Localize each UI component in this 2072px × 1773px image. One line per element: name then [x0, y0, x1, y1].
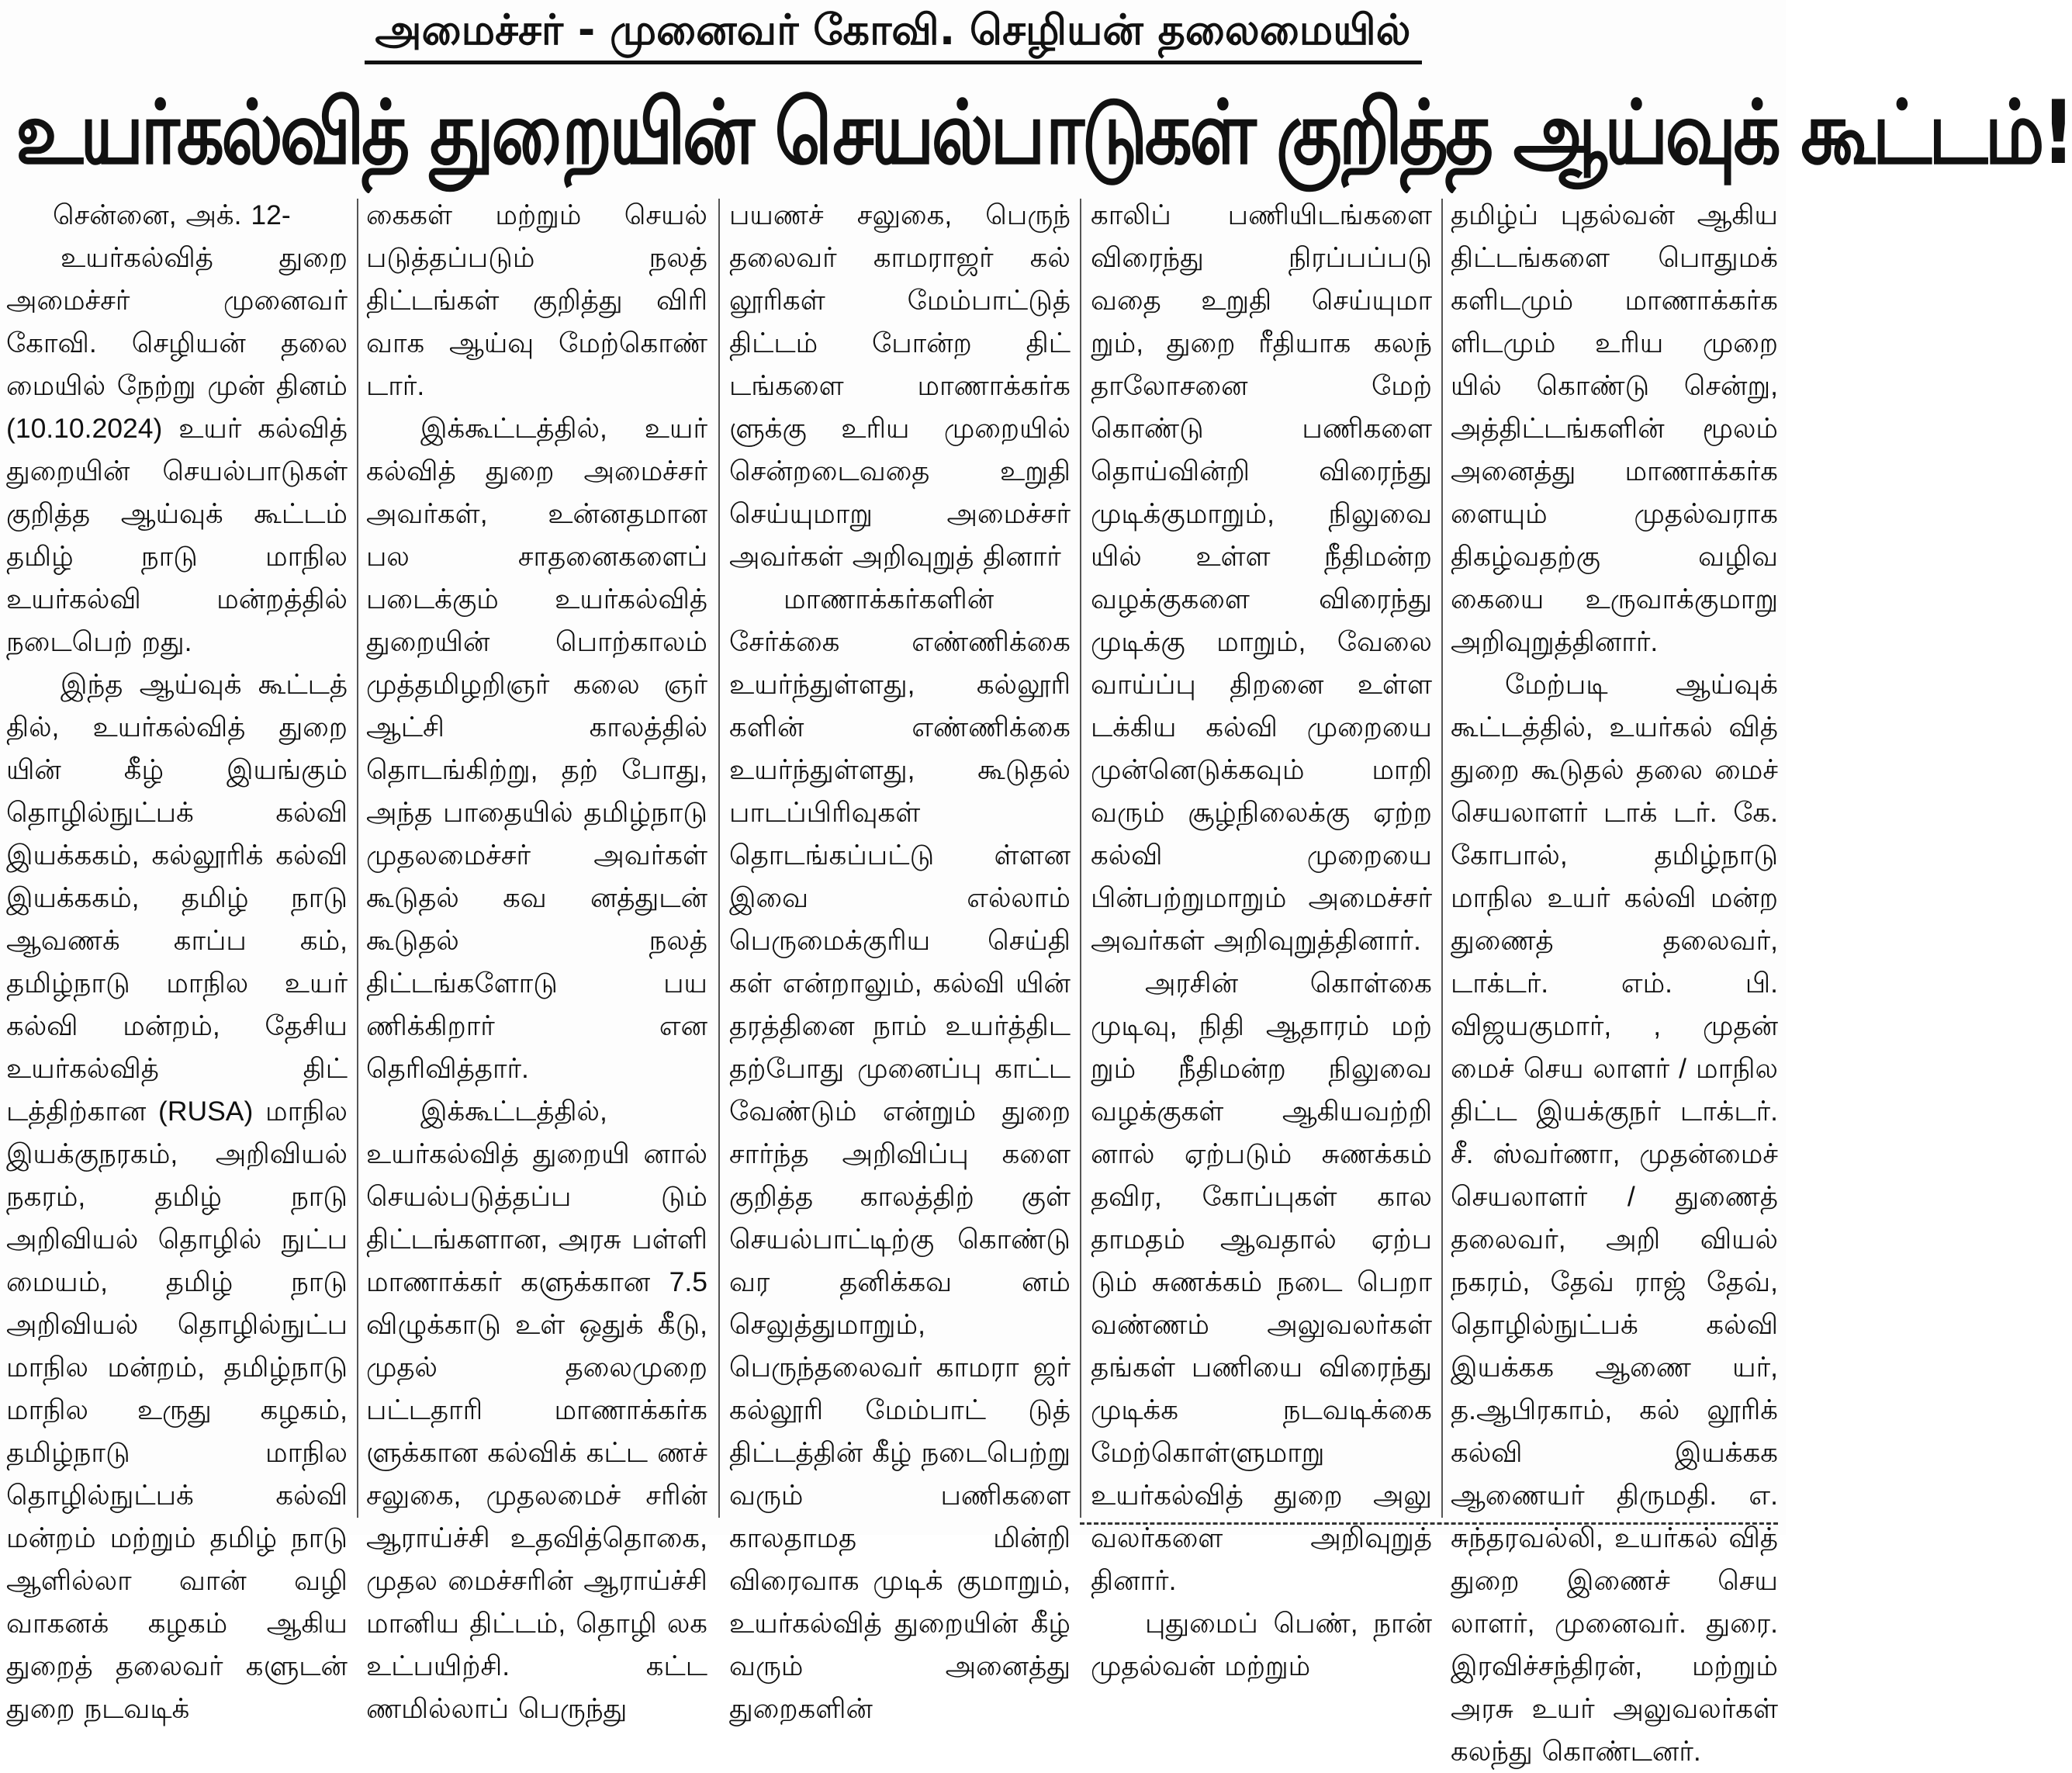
paragraph-continued: தமிழ்ப் புதல்வன் ஆகிய திட்டங்களை பொதுமக் களிடமும் மாணாக்கர்க ளிடமும் உரிய முறை யில் கொண்டு சென்று, அத்திட்டங்களின் மூலம் அனைத்து மாணாக்கர்க ளையும் முதல்வராக திகழ்வதற்கு வழிவ கையை உருவாக்குமாறு அறிவுறுத்தினார். — [1451, 199, 1778, 657]
paragraph-continued: பயணச் சலுகை, பெருந் தலைவர் காமராஜர் கல் லூரிகள் மேம்பாட்டுத் திட்டம் போன்ற திட் டங்களை மாணாக்கர்க ளுக்கு உரிய முறையில் சென்றடைவதை உறுதி செய்யுமாறு அமைச்சர் அவர்கள் அறிவுறுத் தினார் — [729, 199, 1071, 572]
column-divider — [718, 199, 720, 1518]
column-3 — [729, 194, 1071, 1724]
paragraph: இக்கூட்டத்தில், உயர் கல்வித் துறை அமைச்சர் அவர்கள், உன்னதமான பல சாதனைகளைப் படைக்கும் உயர்கல்வித் துறையின் பொற்காலம் முத்தமிழறிஞர் கலை ஞர் ஆட்சி காலத்தில் தொடங்கிற்று, தற் போது, அந்த பாதையில் தமிழ்நாடு முதலமைச்சர் அவர்கள் கூடுதல் கவ னத்துடன் கூடுதல் நலத் திட்டங்களோடு பய ணிக்கிறார் என தெரிவித்தார். — [366, 413, 707, 1084]
paragraph: மேற்படி ஆய்வுக் கூட்டத்தில், உயர்கல் வித் துறை கூடுதல் தலை மைச் செயலாளர் டாக் டர். கே. கோபால், தமிழ்நாடு மாநில உயர் கல்வி மன்ற துணைத் தலைவர், டாக்டர். எம். பி. விஜயகுமார், , முதன் மைச் செய லாளர் / மாநில திட்ட இயக்குநர் டாக்டர். சீ. ஸ்வர்ணா, முதன்மைச் செயலாளர் / துணைத் தலைவர், அறி வியல் நகரம், தேவ் ராஜ் தேவ், தொழில்நுட்பக் கல்வி இயக்கக ஆணை யர், த.ஆபிரகாம், கல் லூரிக் கல்வி இயக்கக ஆணையர் திருமதி. எ. சுந்தரவல்லி, உயர்கல் வித் துறை இணைச் செய லாளர், முனைவர். துரை. இரவிச்சந்திரன், மற்றும் அரசு உயர் அலுவலர்கள் கலந்து கொண்டனர். — [1451, 669, 1778, 1767]
column-divider — [1441, 199, 1443, 1518]
paragraph-continued: கைகள் மற்றும் செயல் படுத்தப்படும் நலத் திட்டங்கள் குறித்து விரி வாக ஆய்வு மேற்கொண் டார். — [366, 199, 707, 401]
headline: உயர்கல்வித் துறையின் செயல்பாடுகள் குறித்த ஆய்வுக் கூட்டம்! — [16, 81, 2072, 185]
column-divider — [1080, 199, 1081, 1518]
paragraph: அரசின் கொள்கை முடிவு, நிதி ஆதாரம் மற் றும் நீதிமன்ற நிலுவை வழக்குகள் ஆகியவற்றி னால் ஏற்படும் சுணக்கம் தவிர, கோப்புகள் கால தாமதம் ஆவதால் ஏற்ப டும் சுணக்கம் நடை பெறா வண்ணம் அலுவலர்கள் தங்கள் பணியை விரைந்து முடிக்க நடவடிக்கை மேற்கொள்ளுமாறு உயர்கல்வித் துறை அலு வலர்களை அறிவுறுத் தினார். — [1091, 968, 1432, 1596]
paragraph-continued: காலிப் பணியிடங்களை விரைந்து நிரப்பப்படு வதை உறுதி செய்யுமா றும், துறை ரீதியாக கலந் தாலோசனை மேற் கொண்டு பணிகளை தொய்வின்றி விரைந்து முடிக்குமாறும், நிலுவை யில் உள்ள நீதிமன்ற வழக்குகளை விரைந்து முடிக்கு மாறும், வேலை வாய்ப்பு திறனை உள்ள டக்கிய கல்வி முறையை முன்னெடுக்கவும் மாறி வரும் சூழ்நிலைக்கு ஏற்ற கல்வி முறையை பின்பற்றுமாறும் அமைச்சர் அவர்கள் அறிவுறுத்தினார். — [1091, 199, 1432, 956]
column-divider — [357, 199, 358, 1518]
paragraph: உயர்கல்வித் துறை அமைச்சர் முனைவர் கோவி. செழியன் தலை மையில் நேற்று முன் தினம் (10.10.2024) உயர் கல்வித் துறையின் செயல்பாடுகள் குறித்த ஆய்வுக் கூட்டம் தமிழ் நாடு மாநில உயர்கல்வி மன்றத்தில் நடைபெற் றது. — [6, 242, 348, 657]
column-1 — [6, 194, 348, 1724]
dashed-separator — [1080, 1522, 1778, 1525]
dateline: சென்னை, அக். 12- — [53, 199, 291, 230]
article-body — [6, 194, 1783, 1767]
paragraph: இக்கூட்டத்தில், உயர்கல்வித் துறையி னால் செயல்படுத்தப்ப டும் திட்டங்களான, அரசு பள்ளி மாணாக்கர் களுக்கான 7.5 விழுக்காடு உள் ஒதுக் கீடு, முதல் தலைமுறை பட்டதாரி மாணாக்கர்க ளுக்கான கல்விக் கட்ட ணச் சலுகை, முதலமைச் சரின் ஆராய்ச்சி உதவித்தொகை, முதல மைச்சரின் ஆராய்ச்சி மானிய திட்டம், தொழி லக உட்பயிற்சி. கட்ட ணமில்லாப் பெருந்து — [366, 1096, 707, 1724]
kicker-container — [0, 5, 1786, 64]
paragraph: மாணாக்கர்களின் சேர்க்கை எண்ணிக்கை உயர்ந்துள்ளது, கல்லூரி களின் எண்ணிக்கை உயர்ந்துள்ளது, கூடுதல் பாடப்பிரிவுகள் தொடங்கப்பட்டு ள்ளன இவை எல்லாம் பெருமைக்குரிய செய்தி கள் என்றாலும், கல்வி யின் தரத்தினை நாம் உயர்த்திட தற்போது முனைப்பு காட்ட வேண்டும் என்றும் துறை சார்ந்த அறிவிப்பு களை குறித்த காலத்திற் குள் செயல்பாட்டிற்கு கொண்டு வர தனிக்கவ னம் செலுத்துமாறும், பெருந்தலைவர் காமரா ஜர் கல்லூரி மேம்பாட் டுத் திட்டத்தின் கீழ் நடைபெற்று வரும் பணிகளை காலதாமத மின்றி விரைவாக முடிக் குமாறும், உயர்கல்வித் துறையின் கீழ் வரும் அனைத்து துறைகளின் — [729, 583, 1071, 1724]
kicker: அமைச்சர் - முனைவர் கோவி. செழியன் தலைமையில் — [365, 5, 1422, 64]
paragraph: இந்த ஆய்வுக் கூட்டத் தில், உயர்கல்வித் துறை யின் கீழ் இயங்கும் தொழில்நுட்பக் கல்வி இயக்ககம், கல்லூரிக் கல்வி இயக்ககம், தமிழ் நாடு ஆவணக் காப்ப கம், தமிழ்நாடு மாநில உயர் கல்வி மன்றம், தேசிய உயர்கல்வித் திட் டத்திற்கான (RUSA) மாநில இயக்குநரகம், அறிவியல் நகரம், தமிழ் நாடு அறிவியல் தொழில் நுட்ப மையம், தமிழ் நாடு அறிவியல் தொழில்நுட்ப மாநில மன்றம், தமிழ்நாடு மாநில உருது கழகம், தமிழ்நாடு மாநில தொழில்நுட்பக் கல்வி மன்றம் மற்றும் தமிழ் நாடு ஆளில்லா வான் வழி வாகனக் கழகம் ஆகிய துறைத் தலைவர் களுடன் துறை நடவடிக் — [6, 669, 348, 1724]
paragraph: புதுமைப் பெண், நான் முதல்வன் மற்றும் — [1091, 1608, 1432, 1681]
column-5 — [1451, 194, 1778, 1767]
column-4 — [1091, 194, 1432, 1681]
column-2 — [366, 194, 707, 1724]
